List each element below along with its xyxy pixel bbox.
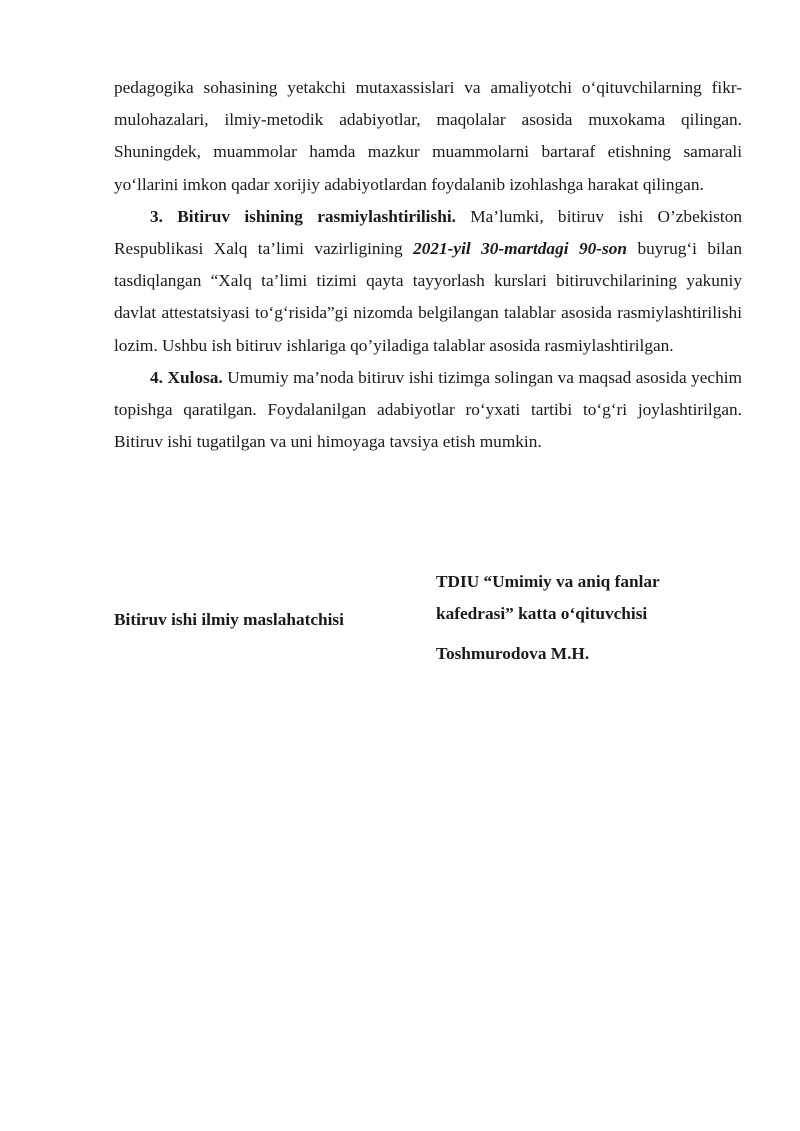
document-body xyxy=(114,72,742,458)
paragraph-section-4 xyxy=(114,362,742,459)
section-4-heading: 4. Xulosa. xyxy=(150,367,223,387)
signature-block xyxy=(114,566,742,676)
advisor-position-line-1: TDIU “Umimiy va aniq fanlar xyxy=(436,572,660,591)
advisor-position xyxy=(436,566,660,630)
section-3-text-b: buyrug‘i bilan tasdiqlangan “Xalq ta’limi tizimi qayta tayyorlash kurslari bitiruvchilarining yakuniy davlat attestatsiyasi to‘g‘risida”gi nizomda belgilangan talablar asosida rasmiylashtirilishi lozim. Ushbu ish bitiruv ishlariga qo’yiladiga talablar asosida rasmiylashtirilgan. xyxy=(114,239,742,355)
section-3-text-a: Ma’lumki, bitiruv ishi O’zbekiston Respublikasi Xalq ta’limi vazirligining xyxy=(114,206,742,259)
section-4-text: Umumiy ma’noda bitiruv ishi tizimga solingan va maqsad asosida yechim topishga qaratilgan. Foydalanilgan adabiyotlar ro‘yxati tartibi to‘g‘ri joylashtirilgan. Bitiruv ishi tugatilgan va uni himoyaga tavsiya etish mumkin. xyxy=(114,367,742,452)
paragraph-intro: pedagogika sohasining yetakchi mutaxassislari va amaliyotchi o‘qituvchilarning fikr-mulohazalari, ilmiy-metodik adabiyotlar, maqolalar asosida muxokama qilingan. Shuningdek, muammolar hamda mazkur muammolarni bartaraf etishning samarali yo‘llarini imkon qadar xorijiy adabiyotlardan foydalanib izohlashga harakat qilingan. xyxy=(114,78,742,194)
paragraph-section-3 xyxy=(114,201,742,362)
advisor-label: Bitiruv ishi ilmiy maslahatchisi xyxy=(114,610,344,629)
advisor-position-line-2: kafedrasi” katta o‘qituvchisi xyxy=(436,604,648,623)
section-3-heading: 3. Bitiruv ishining rasmiylashtirilishi. xyxy=(150,206,456,226)
section-3-order-reference: 2021-yil 30-martdagi 90-son xyxy=(413,239,627,259)
advisor-name: Toshmurodova M.H. xyxy=(436,644,590,663)
